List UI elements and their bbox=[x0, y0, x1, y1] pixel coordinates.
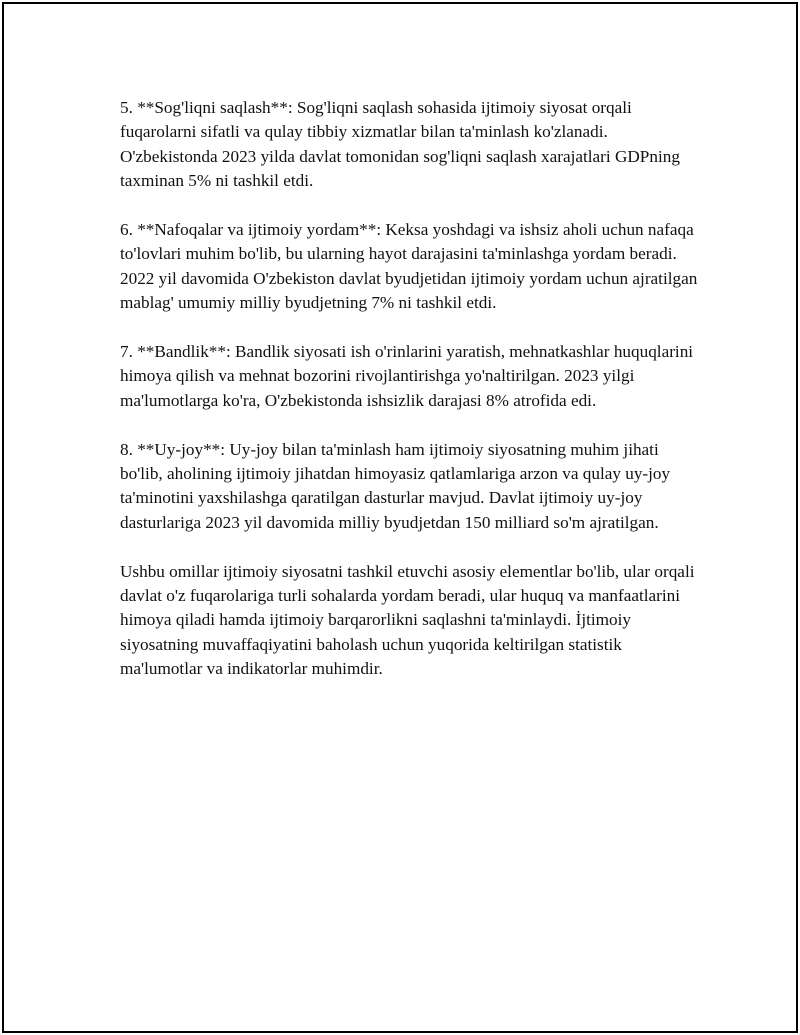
document-body bbox=[120, 96, 700, 706]
paragraph-health: 5. **Sog'liqni saqlash**: Sog'liqni saqlash sohasida ijtimoiy siyosat orqali fuqarolarni sifatli va qulay tibbiy xizmatlar bilan ta'minlash ko'zlanadi. O'zbekistonda 2023 yilda davlat tomonidan sog'liqni saqlash xarajatlari GDPning taxminan 5% ni tashkil etdi. bbox=[120, 98, 680, 191]
paragraph-employment: 7. **Bandlik**: Bandlik siyosati ish o'rinlarini yaratish, mehnatkashlar huquqlarini himoya qilish va mehnat bozorini rivojlantirishga yo'naltirilgan. 2023 yilgi ma'lumotlarga ko'ra, O'zbekistonda ishsizlik darajasi 8% atrofida edi. bbox=[120, 342, 694, 410]
paragraph-housing: 8. **Uy-joy**: Uy-joy bilan ta'minlash ham ijtimoiy siyosatning muhim jihati bo'lib, aholining ijtimoiy jihatdan himoyasiz qatlamlariga arzon va qulay uy-joy ta'minotini yaxshilashga qaratilgan dasturlar mavjud. Davlat ijtimoiy uy-joy dasturlariga 2023 yil davomida milliy byudjetdan 150 milliard so'm ajratilgan. bbox=[120, 439, 671, 532]
page-frame bbox=[2, 2, 798, 1033]
paragraph-conclusion: Ushbu omillar ijtimoiy siyosatni tashkil etuvchi asosiy elementlar bo'lib, ular orqali davlat o'z fuqarolariga turli sohalarda yordam beradi, ular huquq va manfaatlarini himoya qiladi hamda ijtimoiy barqarorlikni saqlashni ta'minlaydi. İjtimoiy siyosatning muvaffaqiyatini baholash uchun yuqorida keltirilgan statistik ma'lumotlar va indikatorlar muhimdir. bbox=[120, 561, 695, 679]
paragraph-pensions: 6. **Nafoqalar va ijtimoiy yordam**: Keksa yoshdagi va ishsiz aholi uchun nafaqa to'lovlari muhim bo'lib, bu ularning hayot darajasini ta'minlashga yordam beradi. 2022 yil davomida O'zbekiston davlat byudjetidan ijtimoiy yordam uchun ajratilgan mablag' umumiy milliy byudjetning 7% ni tashkil etdi. bbox=[120, 220, 698, 313]
